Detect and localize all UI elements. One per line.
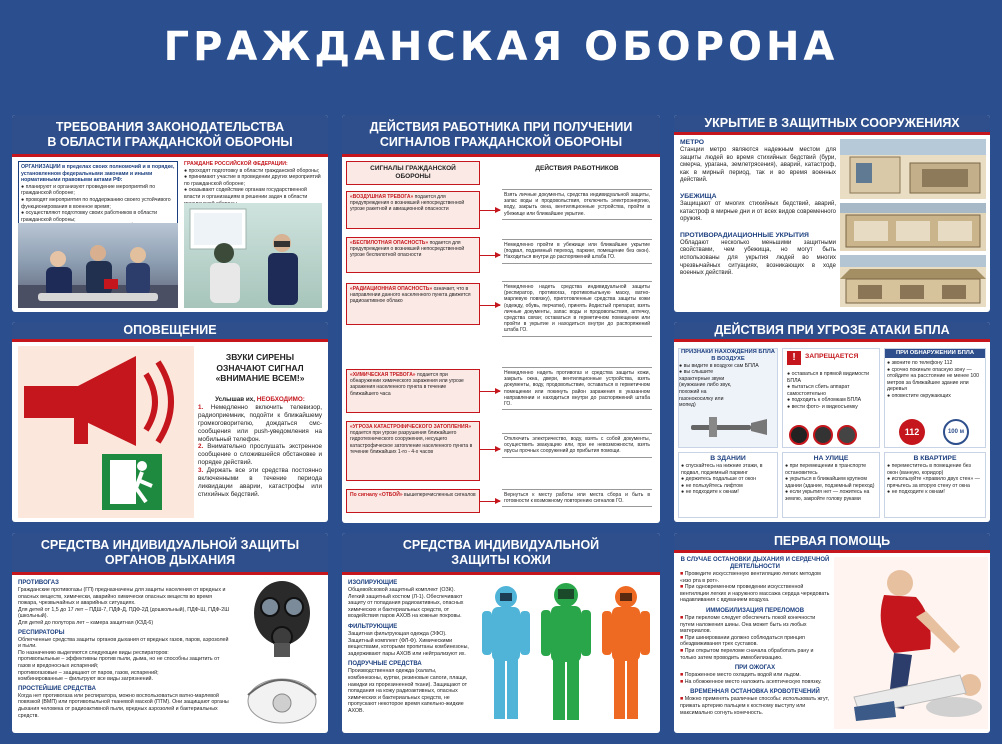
organizations-item: ● осуществляют подготовку своих работников в области гражданской обороны; — [21, 210, 158, 223]
poster-title: ГРАЖДАНСКАЯ ОБОРОНА — [163, 24, 839, 70]
improvised-text: Производственная одежда (халаты, комбинезоны, куртки, резиновые сапоги, плащи, накидки из прорезиненной ткани). Защищают от попадания на кожу радиоактивных, опасных химических и бактериальных средств, не пропускают некоторое время капельно-жидкие АХОВ. — [348, 668, 468, 714]
shelter-heading: УБЕЖИЩА — [680, 192, 717, 200]
panel-shelters-title: УКРЫТИЕ В ЗАЩИТНЫХ СООРУЖЕНИЯХ — [704, 116, 960, 130]
panel-signals-title-line1: ДЕЙСТВИЯ РАБОТНИКА ПРИ ПОЛУЧЕНИИ — [369, 119, 633, 134]
alert-step: 1. Немедленно включить телевизор, радиоприемник, подойти к ближайшему громкоговорителю, дождаться смс-сообщения или push-уведомления на мобильный телефон. — [198, 403, 322, 443]
drone-detected-item: ● срочно покиньте опасную зону — отойдите на расстояние не менее 100 метров за ближайшее здание или деревья — [887, 366, 980, 393]
drone-detected-item: ● звоните по телефону 112 — [887, 360, 953, 366]
signal-all-clear: По сигналу «ОТБОЙ» вышеперечисленных сигналов — [346, 489, 480, 513]
simple-means-heading: ПРОСТЕЙШИЕ СРЕДСТВА — [18, 685, 96, 692]
respirators-types-text: По назначению выделяются следующие виды респираторов: — [18, 649, 169, 656]
metro-text: Станции метро являются надежным местом для защиты людей во время стихийных бедствий (бури, смерча, урагана, землетрясения), аварий, катастроф, как в мирный период, так и во время военных действий. — [680, 147, 836, 184]
first-aid-training-photo — [18, 223, 178, 308]
drone-detected-list — [885, 358, 985, 402]
panel-signals-header — [342, 115, 660, 157]
panel-skin-header — [342, 533, 660, 575]
first-aid-text — [680, 557, 830, 716]
filtering-text: Защитная фильтрующая одежда (ЗФО). Защитный комплект (ФЛ-Ф). Химическими веществами, которыми пропитаны комбинезоны, задерживают пары АХОВ или нейтрализуют их. — [348, 630, 469, 657]
drone-apartment-heading: В КВАРТИРЕ — [913, 455, 957, 462]
phone-112-badge: 112 — [899, 419, 925, 445]
protective-suits-illustration — [476, 579, 656, 729]
panel-shelters — [674, 115, 990, 312]
gas-mask-infants-text: Для детей до полутора лет – камера защитная (КЗД-6) — [18, 619, 154, 626]
orange-suit — [602, 586, 650, 719]
burns-item: ■ На обожженное место наложить асептическую повязку. — [680, 678, 822, 685]
no-shooting-icon — [837, 425, 857, 445]
organizations-item: ● проводят мероприятия по поддержанию своего устойчивого функционирования в военное время; — [21, 196, 171, 210]
alert-steps — [198, 396, 322, 499]
drone-forbidden-item: ● пытаться сбить аппарат самостоятельно — [787, 384, 850, 397]
drone-apartment-item: ● переместитесь в помещение без окон (ванную, коридор) — [887, 463, 971, 476]
radiation-shelter-heading: ПРОТИВОРАДИАЦИОННЫЕ УКРЫТИЯ — [680, 231, 809, 239]
drone-street-item: ● при перемещении в транспорте остановитесь — [785, 463, 867, 476]
drone-apartment-item: ● не подходите к окнам! — [887, 489, 945, 496]
panel-respiratory-header — [12, 533, 328, 575]
respirators-dust-text: противопыльные – эффективны против пыли, дыма, но не способны защитить от газов и вредоносных испарений; — [18, 656, 220, 669]
drone-detected-item: ● оповестите окружающих — [887, 392, 951, 399]
simple-means-text: Когда нет противогаза или респиратора, можно воспользоваться ватно-марлевой повязкой (ВМП) или противопыльной тканевой маской (ПТМ). Они защищают органы дыхания человека от радиоактивной пыли, вредных аэрозолей и бактериальных средств. — [18, 692, 229, 719]
fracture-item: ■ При переломе следует обеспечить покой конечности путем наложения шины. Она может быть из любых материалов. — [680, 614, 816, 635]
drone-apartment-block — [884, 452, 986, 518]
isolating-text: Общевойсковой защитный комплект (ОЗК). Легкий защитный костюм (Л-1). Обеспечивают защиту от попадания радиоактивных, опасных химических и бактериальных средств, от воздействия паров АХОВ на кожные покровы. — [348, 587, 464, 620]
radiation-shelter-text: Обладают несколько меньшими защитными свойствами, чем убежища, но могут быть использованы для укрытия людей во многих чрезвычайных ситуациях, возникающих в ходе военных действий. — [680, 239, 836, 277]
warning-icon: ! — [787, 351, 801, 365]
alert-step: 2. Внимательно прослушать экстренное сообщение о сложившейся обстановке и порядке действий. — [198, 443, 322, 467]
panel-alert-title: ОПОВЕЩЕНИЕ — [123, 323, 217, 337]
action-radiation: Немедленно надеть средства индивидуальной защиты (респиратор, противогаз, противопыльную маску, ватно-марлевую повязку), приготовленные средства защиты кожи (одежду, обувь, перчатки), принять йодистый препарат, взять личные документы, запас воды и продовольствия, аптечку, средства связи; оставаться в герметичном помещении или пройти в укрытие и находиться внутри до распоряжений штаба ГО. — [502, 281, 652, 337]
isolating-heading: ИЗОЛИРУЮЩИЕ — [348, 580, 398, 586]
panel-alert-header — [12, 322, 328, 342]
citizens-item: ● проходят подготовку в области гражданской обороны; — [184, 167, 320, 174]
arrow-air-raid — [480, 210, 500, 211]
panel-signals — [342, 115, 660, 523]
gas-mask-children-text: Для детей от 1,5 до 17 лет – ПДШ-7, ПДФ-Д, ПДФ-2Д (дошкольный), ПДФ-Ш, ПДФ-2Ш (школьный). — [18, 606, 230, 620]
metro-heading: МЕТРО — [680, 139, 705, 146]
burns-heading: ПРИ ОЖОГАХ — [734, 665, 776, 672]
drone-building-item: ● держитесь подальше от окон — [681, 476, 756, 483]
fracture-item: ■ При шинировании должно соблюдаться принцип обездвиживания трех суставов. — [680, 634, 805, 648]
drone-detected-column — [884, 348, 986, 448]
respirators-heading: РЕСПИРАТОРЫ — [18, 629, 65, 636]
alert-step: 3. Держать все эти средства постоянно включенными в течение периода ликвидации аварии, катастрофы или стихийных бедствий. — [198, 467, 322, 498]
cpr-heading: В СЛУЧАЕ ОСТАНОВКИ ДЫХАНИЯ И СЕРДЕЧНОЙ ДЕЯТЕЛЬНОСТИ — [680, 557, 830, 570]
shelter-text: Защищают от многих стихийных бедствий, аварий, катастроф в мирные дни и от всех видов современного оружия. — [680, 200, 836, 223]
cpr-illustration — [834, 557, 988, 729]
drone-forbidden-column — [782, 348, 880, 448]
action-flood: Отключить электричество, воду, взять с собой документы, осуществить эвакуацию или, при ее невозможности, взять ярусы прочных сооружений до прибытия помощи. — [502, 433, 652, 458]
action-chemical: Немедленно надеть противогаз и средства защиты кожи, закрыть окна, двери, вентиляционные устройства, взять документы, воду, продовольствие, оставаться в герметичном помещении или покинуть район заражения в указанном направлении и находиться внутри до распоряжений штаба ГО. — [502, 367, 652, 410]
panel-alert — [12, 322, 328, 522]
filtering-heading: ФИЛЬТРУЮЩИЕ — [348, 623, 398, 630]
green-suit — [541, 583, 591, 720]
classroom-gas-mask-photo — [184, 203, 322, 308]
citizens-item: ● оказывают содействие органам государственной власти и организациям в решении задач в области — [184, 187, 308, 200]
no-phone-icon — [789, 425, 809, 445]
arrow-flood — [480, 449, 500, 450]
panel-skin-ppe — [342, 533, 660, 733]
organizations-item: ● планируют и организуют проведение мероприятий по гражданской обороне; — [21, 183, 156, 197]
citizens-item: ● принимают участие в проведении других мероприятий по гражданской обороне; — [184, 174, 321, 187]
burns-item: ■ Пораженное место охладить водой или льдом. — [680, 672, 801, 679]
drone-signs-column — [678, 348, 778, 448]
drone-icon — [683, 413, 773, 441]
megaphone-illustration — [18, 346, 194, 518]
fracture-item: ■ При открытом переломе сначала обработать рану и только затем проводить иммобилизацию. — [680, 647, 814, 661]
arrow-chemical — [480, 391, 500, 392]
siren-line1: ЗВУКИ СИРЕНЫ — [225, 352, 295, 362]
drone-signs-item: ● вы слышите характерные звуки (жужжание либо звук, похожий на газонокосилку или мопед) — [679, 369, 732, 409]
respirators-text: Облегченные средства защиты органов дыхания от вредных газов, паров, аэрозолей и пыли. — [18, 636, 229, 650]
skin-ppe-text — [348, 579, 472, 715]
fracture-heading: ИММОБИЛИЗАЦИЯ ПЕРЕЛОМОВ — [705, 607, 805, 614]
drone-building-item: ● не подходите к окнам! — [681, 489, 739, 496]
siren-line3: «ВНИМАНИЕ ВСЕМ!» — [215, 373, 305, 383]
drone-signs-heading: ПРИЗНАКИ НАХОЖДЕНИЯ БПЛА В ВОЗДУХЕ — [681, 349, 775, 362]
drone-forbidden-item: ● вести фото- и видеосъемку — [787, 403, 858, 410]
drone-forbidden-list — [787, 371, 877, 411]
no-camera-icon — [813, 425, 833, 445]
bunker-illustration — [840, 203, 986, 251]
signal-flood: «УГРОЗА КАТАСТРОФИЧЕСКОГО ЗАТОПЛЕНИЯ» подается при угрозе разрушения ближайшего гидротехнического сооружения, несущего катастрофическое затопление населенного пункта в течение ближайших 1-го - 4-х часов — [346, 421, 480, 481]
action-air-raid: Взять личные документы, средства индивидуальной защиты, запас воды и продовольствия, отключить электроэнергию, воду, закрыть окна, вентиляционные устройства, пройти в убежище или ближайшее укрытие. — [502, 189, 652, 220]
drone-apartment-item: ● используйте «правило двух стен» — прячьтесь за вторую стену от окна — [887, 476, 980, 489]
bleeding-heading: ВРЕМЕННАЯ ОСТАНОВКА КРОВОТЕЧЕНИЙ — [690, 689, 820, 696]
blue-suit — [482, 586, 530, 719]
drone-street-item: ● если укрытия нет — ложитесь на землю, закройте голову руками — [785, 489, 870, 502]
panel-signals-title-line2: СИГНАЛОВ ГРАЖДАНСКОЙ ОБОРОНЫ — [379, 134, 623, 149]
panel-respiratory-title-line1: СРЕДСТВА ИНДИВИДУАЛЬНОЙ ЗАЩИТЫ — [40, 537, 300, 552]
cpr-item: ■ При одновременном проведении искусственной вентиляции легких и наружного массажа сердца чередовать надавливания с вдуванием воздуха. — [680, 584, 830, 604]
drone-street-heading: НА УЛИЦЕ — [813, 455, 849, 462]
distance-100m-badge: 100 м — [943, 419, 969, 445]
signal-air-raid: «ВОЗДУШНАЯ ТРЕВОГА» подается для предупреждения о возникшей непосредственной угрозе ракетной и авиационной опасности — [346, 191, 480, 229]
action-all-clear: Вернуться к месту работы или места сбора и быть в готовности к возможному повторению сигналов ГО. — [502, 489, 652, 507]
improvised-heading: ПОДРУЧНЫЕ СРЕДСТВА — [348, 661, 422, 668]
arrow-drone-danger — [480, 255, 500, 256]
panel-respiratory-title-line2: ОРГАНОВ ДЫХАНИЯ — [104, 552, 236, 567]
panel-first-aid-header — [674, 533, 990, 553]
drone-forbidden-item: ● подходить к обломкам БПЛА — [787, 397, 862, 404]
drone-signs-item: ● вы видите в воздухе сам БПЛА — [679, 362, 759, 369]
gas-mask-text: Гражданские противогазы (ГП) предназначены для защиты населения от вредных и опасных веществ, химически, аварийно химически опасных веществ во время пожара, чрезвычайных и аварийных ситуациях. — [18, 587, 226, 607]
panel-skin-title-line1: СРЕДСТВА ИНДИВИДУАЛЬНОЙ — [402, 537, 600, 552]
panel-drone-header — [674, 322, 990, 342]
siren-line2: ОЗНАЧАЮТ СИГНАЛ — [216, 362, 304, 373]
shelters-text — [680, 139, 836, 278]
panel-drone-attack — [674, 322, 990, 522]
cpr-item: ■ Проведите искусственную вентиляцию легких методом «изо рта в рот». — [680, 571, 821, 584]
panel-legislation-title-line1: ТРЕБОВАНИЯ ЗАКОНОДАТЕЛЬСТВА — [55, 119, 285, 134]
gas-mask-illustration — [240, 579, 324, 659]
drone-building-heading: В ЗДАНИИ — [710, 455, 746, 462]
panel-respiratory-ppe — [12, 533, 328, 733]
gas-mask-heading: ПРОТИВОГАЗ — [18, 580, 59, 586]
drone-building-block — [678, 452, 778, 518]
respirator-illustration — [242, 671, 322, 727]
drone-street-block — [782, 452, 880, 518]
bleeding-item: ■ Можно применять различные способы: использовать жгут, прижать артерию пальцем к костному выступу или максимально согнуть конечность. — [680, 696, 829, 716]
arrow-all-clear — [480, 501, 500, 502]
drone-forbidden-item: ● оставаться в прямой видимости БПЛА — [787, 371, 869, 384]
panel-legislation-title-line2: В ОБЛАСТИ ГРАЖДАНСКОЙ ОБОРОНЫ — [47, 134, 293, 149]
metro-station-illustration — [840, 139, 986, 199]
panel-legislation — [12, 115, 328, 312]
panel-first-aid-title: ПЕРВАЯ ПОМОЩЬ — [773, 534, 891, 548]
citizens-block — [184, 161, 322, 207]
alert-lead: Услышав их, НЕОБХОДИМО: — [215, 396, 305, 403]
panel-shelters-header — [674, 115, 990, 135]
drone-building-item: ● не пользуйтесь лифтом — [681, 482, 743, 489]
drone-forbidden-heading: ЗАПРЕЩАЕТСЯ — [805, 353, 859, 360]
radiation-shelter-illustration — [840, 255, 986, 307]
signal-radiation: «РАДИАЦИОННАЯ ОПАСНОСТЬ» означает, что в направлении данного населенного пункта движется радиоактивное облако — [346, 283, 480, 325]
arrow-radiation — [480, 305, 500, 306]
respirators-combined-text: комбинированные – фильтруют все виды загрязнений. — [18, 676, 153, 683]
panel-skin-title-line2: ЗАЩИТЫ КОЖИ — [451, 552, 551, 567]
respirators-gas-text: противогазовые – защищают от паров, газов, испарений; — [18, 669, 159, 676]
citizens-heading: ГРАЖДАНЕ РОССИЙСКОЙ ФЕДЕРАЦИИ: — [184, 161, 288, 167]
panel-first-aid — [674, 533, 990, 733]
signal-chemical: «ХИМИЧЕСКАЯ ТРЕВОГА» подается при обнаружении химического заражения или угрозе заражения населенного пункта в течение ближайшего часа — [346, 369, 480, 413]
signal-drone-danger: «БЕСПИЛОТНАЯ ОПАСНОСТЬ» подается для предупреждения о возникшей непосредственной угрозе беспилотной опасности — [346, 237, 480, 273]
respiratory-text — [18, 579, 232, 719]
drone-detected-heading: ПРИ ОБНАРУЖЕНИИ БПЛА — [885, 349, 985, 358]
drone-street-item: ● укрыться в ближайшем крупном здании (здание, подземный переход) — [785, 476, 875, 489]
action-drone-danger: Немедленно пройти в убежище или ближайшее укрытие (подвал, подземный переход, паркинг, помещение без окон). Находиться внутри до распоряжений штаба ГО. — [502, 239, 652, 264]
signals-column-header: СИГНАЛЫ ГРАЖДАНСКОЙ ОБОРОНЫ — [346, 161, 480, 185]
organizations-heading: ОРГАНИЗАЦИИ в пределах своих полномочий и в порядке, установленном федеральными законами и иными нормативными правовыми актами РФ: — [21, 164, 175, 184]
panel-legislation-header — [12, 115, 328, 157]
actions-column-header: ДЕЙСТВИЯ РАБОТНИКОВ — [535, 165, 619, 172]
siren-heading — [198, 352, 322, 384]
drone-building-item: ● спускайтесь на нижние этажи, в подвал, подземный паркинг — [681, 463, 763, 476]
panel-drone-title: ДЕЙСТВИЯ ПРИ УГРОЗЕ АТАКИ БПЛА — [714, 323, 950, 337]
